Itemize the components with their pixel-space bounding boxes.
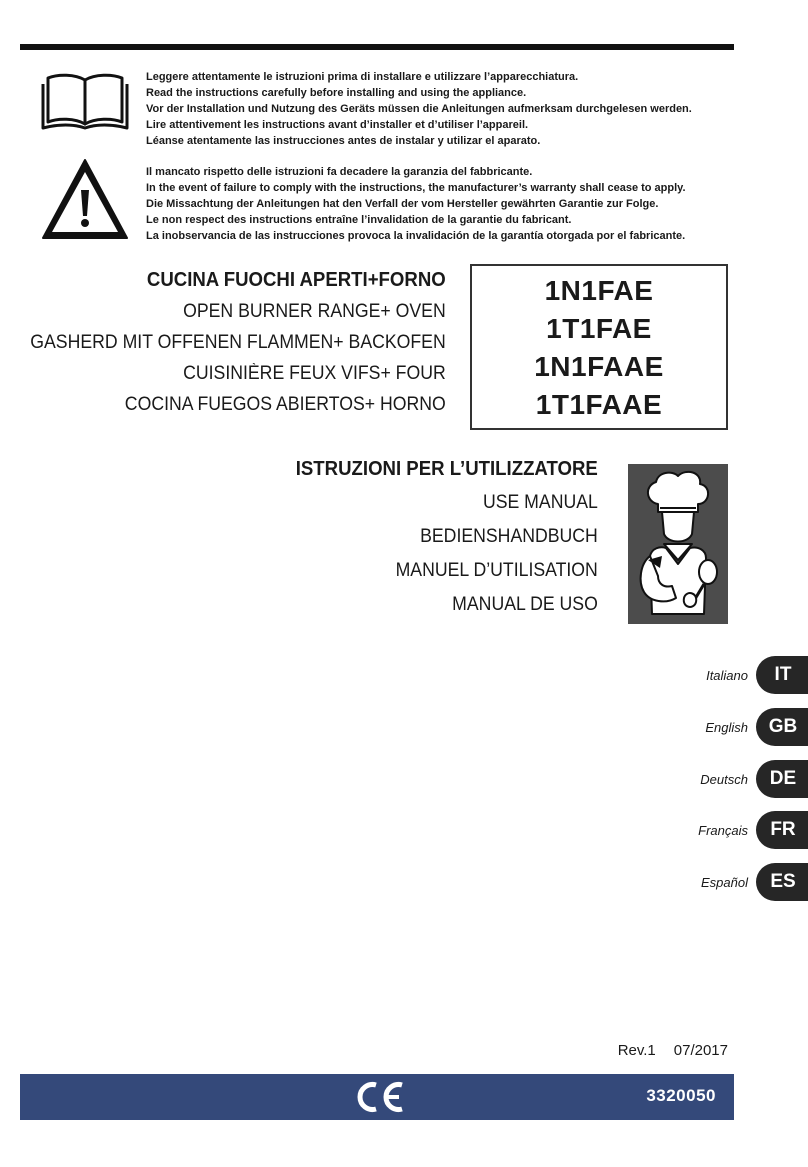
notice-line: Léanse atentamente las instrucciones antes de instalar y utilizar el aparato.: [146, 135, 541, 147]
revision-info: [618, 1042, 728, 1059]
chef-icon: [628, 464, 728, 624]
language-code: DE: [756, 760, 808, 798]
language-code: IT: [756, 656, 808, 694]
product-titles: [0, 265, 446, 420]
product-title-es: COCINA FUEGOS ABIERTOS+ HORNO: [125, 394, 446, 415]
language-tab-fr[interactable]: [600, 811, 808, 851]
revision-date: 07/2017: [673, 1042, 728, 1059]
open-book-icon: [40, 70, 130, 135]
manual-title-en: USE MANUAL: [483, 492, 598, 513]
footer-bar: [20, 1074, 734, 1120]
manual-titles: [273, 452, 598, 622]
notice-line: Die Missachtung der Anleitungen hat den Verfall der vom Hersteller gewährten Garantie zur Folge.: [146, 198, 659, 210]
language-code: FR: [756, 811, 808, 849]
ce-mark-icon: [352, 1080, 408, 1114]
language-tab-de[interactable]: [600, 760, 808, 800]
notice-line: Vor der Installation und Nutzung des Geräts müssen die Anleitungen aufmerksam durchgelesen werden.: [146, 103, 692, 115]
model-box: [470, 264, 728, 430]
revision-number: Rev.1: [617, 1042, 656, 1059]
product-title-fr: CUISINIÈRE FEUX VIFS+ FOUR: [183, 363, 446, 384]
language-name: Deutsch: [700, 772, 748, 787]
notice-line: Le non respect des instructions entraîne l’invalidation de la garantie du fabricant.: [146, 214, 572, 226]
language-name: Español: [701, 875, 748, 890]
model-code: 1T1FAAE: [535, 389, 663, 420]
document-code: 3320050: [646, 1086, 716, 1105]
manual-title-de: BEDIENSHANDBUCH: [420, 526, 598, 547]
model-code: 1N1FAAE: [534, 351, 664, 382]
read-instructions-notice: [146, 69, 786, 149]
warranty-notice: [146, 164, 786, 244]
product-title-de: GASHERD MIT OFFENEN FLAMMEN+ BACKOFEN: [30, 332, 446, 353]
language-code: GB: [756, 708, 808, 746]
notice-line: La inobservancia de las instrucciones provoca la invalidación de la garantía otorgada por el fabricante.: [146, 230, 686, 242]
language-name: English: [705, 720, 748, 735]
product-title-en: OPEN BURNER RANGE+ OVEN: [183, 301, 446, 322]
model-code: 1T1FAE: [546, 313, 652, 344]
product-title-it: CUCINA FUOCHI APERTI+FORNO: [147, 269, 446, 291]
notice-line: In the event of failure to comply with the instructions, the manufacturer’s warranty shall cease to apply.: [146, 182, 686, 194]
manual-title-it: ISTRUZIONI PER L’UTILIZZATORE: [295, 458, 598, 480]
language-code: ES: [756, 863, 808, 901]
notice-line: Il mancato rispetto delle istruzioni fa decadere la garanzia del fabbricante.: [146, 166, 533, 178]
model-code: 1N1FAE: [544, 275, 654, 306]
warning-triangle-icon: [40, 156, 130, 247]
manual-title-es: MANUAL DE USO: [452, 594, 598, 615]
language-tab-gb[interactable]: [600, 708, 808, 748]
language-name: Italiano: [706, 668, 748, 683]
top-rule: [20, 44, 734, 50]
language-tab-it[interactable]: [600, 656, 808, 696]
manual-title-fr: MANUEL D’UTILISATION: [395, 560, 598, 581]
notice-line: Read the instructions carefully before installing and using the appliance.: [146, 87, 527, 99]
notice-line: Lire attentivement les instructions avant d’installer et d’utiliser l’appareil.: [146, 119, 529, 131]
notice-line: Leggere attentamente le istruzioni prima di installare e utilizzare l’apparecchiatura.: [146, 71, 579, 83]
language-name: Français: [698, 823, 748, 838]
language-tab-es[interactable]: [600, 863, 808, 903]
